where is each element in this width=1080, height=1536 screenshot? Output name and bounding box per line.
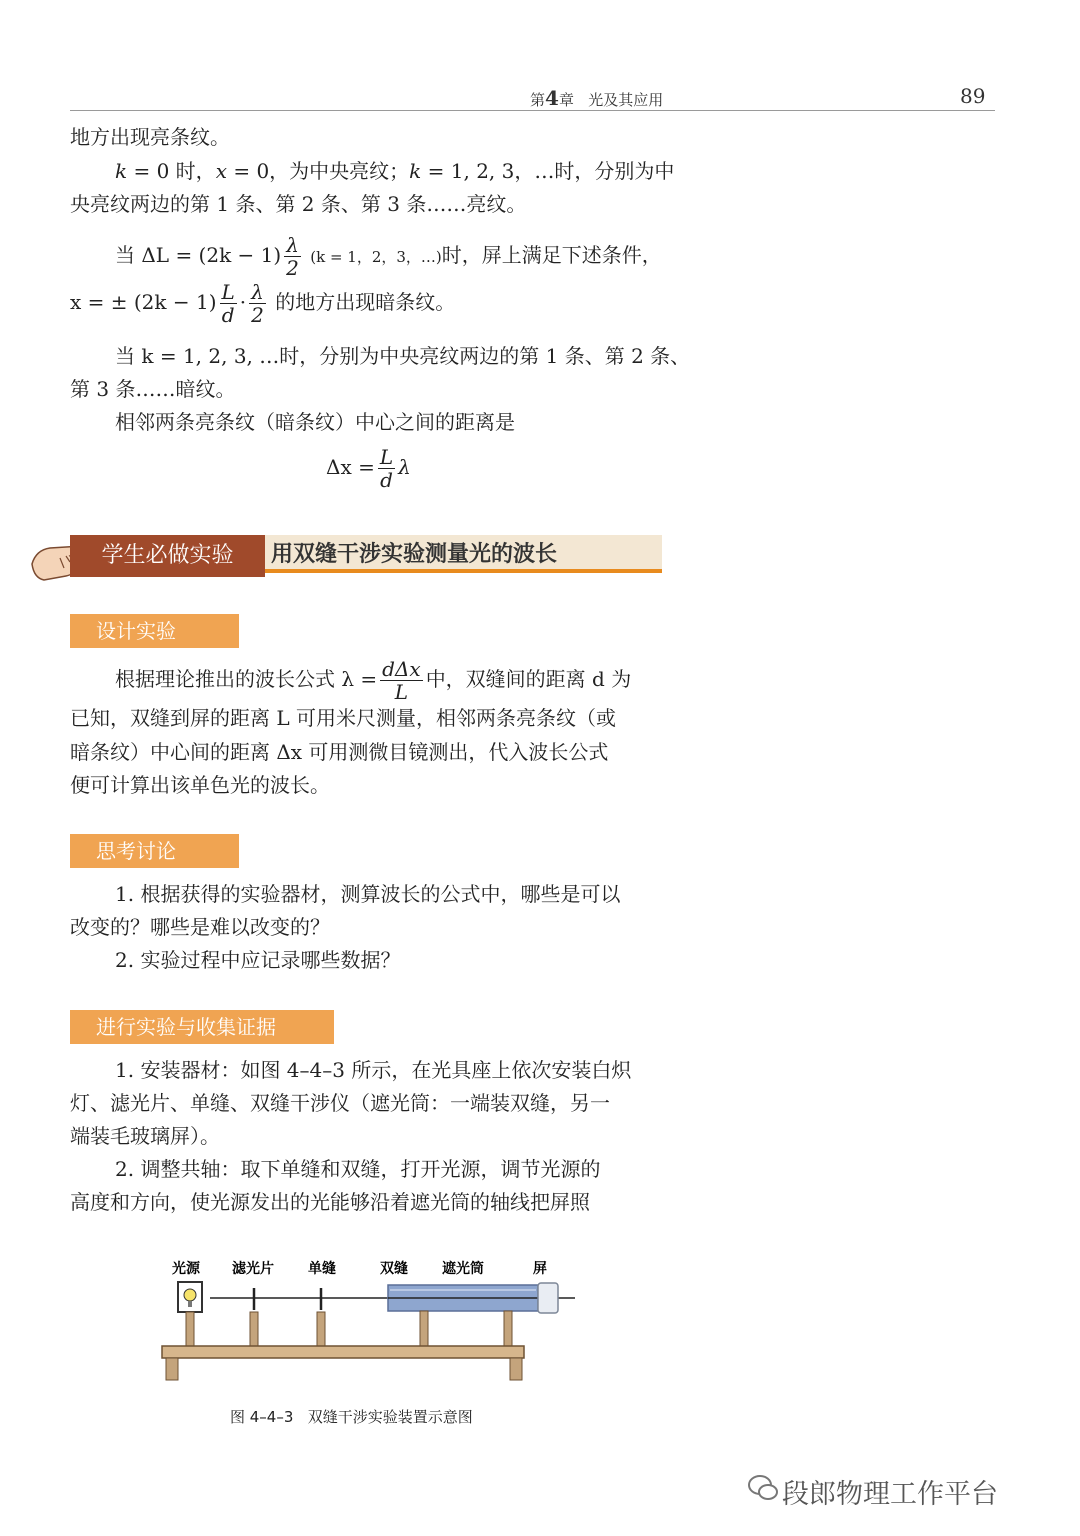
section-design-tag: 设计实验 — [70, 614, 239, 648]
fraction — [220, 281, 237, 326]
fraction — [380, 658, 423, 703]
apparatus-figure — [150, 1250, 590, 1390]
chapter-number: 4 — [545, 86, 559, 110]
experiment-banner-title: 用双缝干涉实验测量光的波长 — [265, 535, 662, 573]
chapter-suffix: 章 — [558, 91, 574, 109]
text-frag: 时，屏上满足下述条件， — [441, 243, 662, 267]
header-rule — [70, 110, 995, 111]
exp-s2a: 2. 调整共轴：取下单缝和双缝，打开光源，调节光源的 — [115, 1157, 601, 1181]
fraction — [284, 234, 301, 279]
design-line-4: 便可计算出该单色光的波长。 — [70, 773, 330, 797]
experiment-banner-label: 学生必做实验 — [70, 535, 265, 577]
var-k: k — [115, 159, 128, 183]
text-frag: 中，双缝间的距离 d 为 — [425, 667, 632, 691]
text-frag: 根据理论推出的波长公式 λ = — [115, 667, 378, 691]
caption-text: 双缝干涉实验装置示意图 — [307, 1408, 473, 1426]
text-line-6: 当 k = 1, 2, 3, …时，分别为中央亮纹两边的第 1 条、第 2 条、 — [115, 344, 691, 368]
text-line-8: 相邻两条亮条纹（暗条纹）中心之间的距离是 — [115, 410, 515, 434]
bench-leg — [510, 1358, 522, 1380]
k-values: (k = 1，2，3，…) — [310, 248, 442, 266]
bench-leg — [166, 1358, 178, 1380]
text-frag: = 0 时， — [127, 159, 216, 183]
bulb-base — [188, 1301, 192, 1307]
bulb-icon — [184, 1289, 196, 1301]
formula-x: x = ± (2k − 1) — [70, 290, 217, 314]
label-single-slit: 单缝 — [308, 1261, 336, 1277]
var-x: x — [215, 159, 227, 183]
post — [317, 1312, 325, 1346]
design-line-1 — [115, 656, 710, 703]
formula-dl: 当 ΔL = (2k − 1) — [115, 243, 282, 267]
dot-operator: · — [239, 290, 247, 314]
chapter-prefix: 第 — [530, 91, 546, 109]
frac-num: dΔx — [382, 657, 421, 681]
exp-s2b: 高度和方向，使光源发出的光能够沿着遮光筒的轴线把屏照 — [70, 1190, 590, 1214]
lambda: λ — [398, 455, 411, 479]
chapter-title: 光及其应用 — [588, 91, 664, 109]
frac-num: λ — [251, 280, 264, 304]
frac-den: d — [221, 303, 235, 327]
label-tube: 遮光筒 — [442, 1261, 484, 1277]
chapter-header — [530, 86, 663, 110]
frac-den: d — [380, 468, 393, 492]
formula-line-dark — [70, 279, 665, 326]
frac-num: L — [221, 280, 235, 304]
label-filter: 滤光片 — [232, 1261, 274, 1277]
frac-num: λ — [286, 233, 299, 257]
frac-num: L — [379, 445, 394, 469]
formula-line-dl — [115, 232, 710, 280]
design-line-3: 暗条纹）中心间的距离 Δx 可用测微目镜测出，代入波长公式 — [70, 740, 609, 764]
frac-den: L — [394, 680, 409, 704]
formula-dx — [326, 444, 921, 491]
wechat-icon — [747, 1472, 779, 1504]
exp-s1c: 端装毛玻璃屏）。 — [70, 1124, 220, 1148]
post — [420, 1311, 428, 1346]
section-discuss-tag: 思考讨论 — [70, 834, 239, 868]
text-frag: = 1, 2, 3，…时，分别为中 — [421, 159, 675, 183]
text-line-2 — [115, 155, 710, 187]
label-double-slit: 双缝 — [380, 1261, 408, 1277]
post — [250, 1312, 258, 1346]
frac-den: 2 — [286, 256, 299, 280]
watermark-text: 段郎物理工作平台 — [782, 1479, 998, 1510]
discuss-q1a: 1. 根据获得的实验器材，测算波长的公式中，哪些是可以 — [115, 882, 621, 906]
section-experiment-tag: 进行实验与收集证据 — [70, 1010, 334, 1044]
post — [504, 1311, 512, 1346]
post — [186, 1312, 194, 1346]
exp-s1a: 1. 安装器材：如图 4–4–3 所示，在光具座上依次安装白炽 — [115, 1058, 632, 1082]
exp-s1b: 灯、滤光片、单缝、双缝干涉仪（遮光筒：一端装双缝，另一 — [70, 1091, 610, 1115]
design-line-2: 已知，双缝到屏的距离 L 可用米尺测量，相邻两条亮条纹（或 — [70, 706, 616, 730]
label-light-source: 光源 — [172, 1261, 200, 1277]
caption-number: 图 4–4–3 — [230, 1408, 294, 1426]
page-number: 89 — [960, 84, 986, 108]
fraction — [249, 281, 266, 326]
formula-lhs: Δx = — [326, 455, 375, 479]
frac-den: 2 — [251, 303, 264, 327]
text-frag: = 0，为中央亮纹； — [226, 159, 410, 183]
text-frag: 的地方出现暗条纹。 — [275, 290, 456, 314]
discuss-q1b: 改变的？哪些是难以改变的？ — [70, 915, 330, 939]
optical-bench — [162, 1346, 524, 1358]
label-screen: 屏 — [533, 1261, 547, 1277]
fraction — [378, 446, 395, 491]
text-line-1: 地方出现亮条纹。 — [70, 125, 230, 149]
screen-holder — [538, 1283, 558, 1313]
discuss-q2: 2. 实验过程中应记录哪些数据？ — [115, 948, 401, 972]
figure-caption — [230, 1406, 473, 1427]
var-k: k — [409, 159, 422, 183]
text-line-3: 央亮纹两边的第 1 条、第 2 条、第 3 条……亮纹。 — [70, 192, 527, 216]
text-line-7: 第 3 条……暗纹。 — [70, 377, 236, 401]
